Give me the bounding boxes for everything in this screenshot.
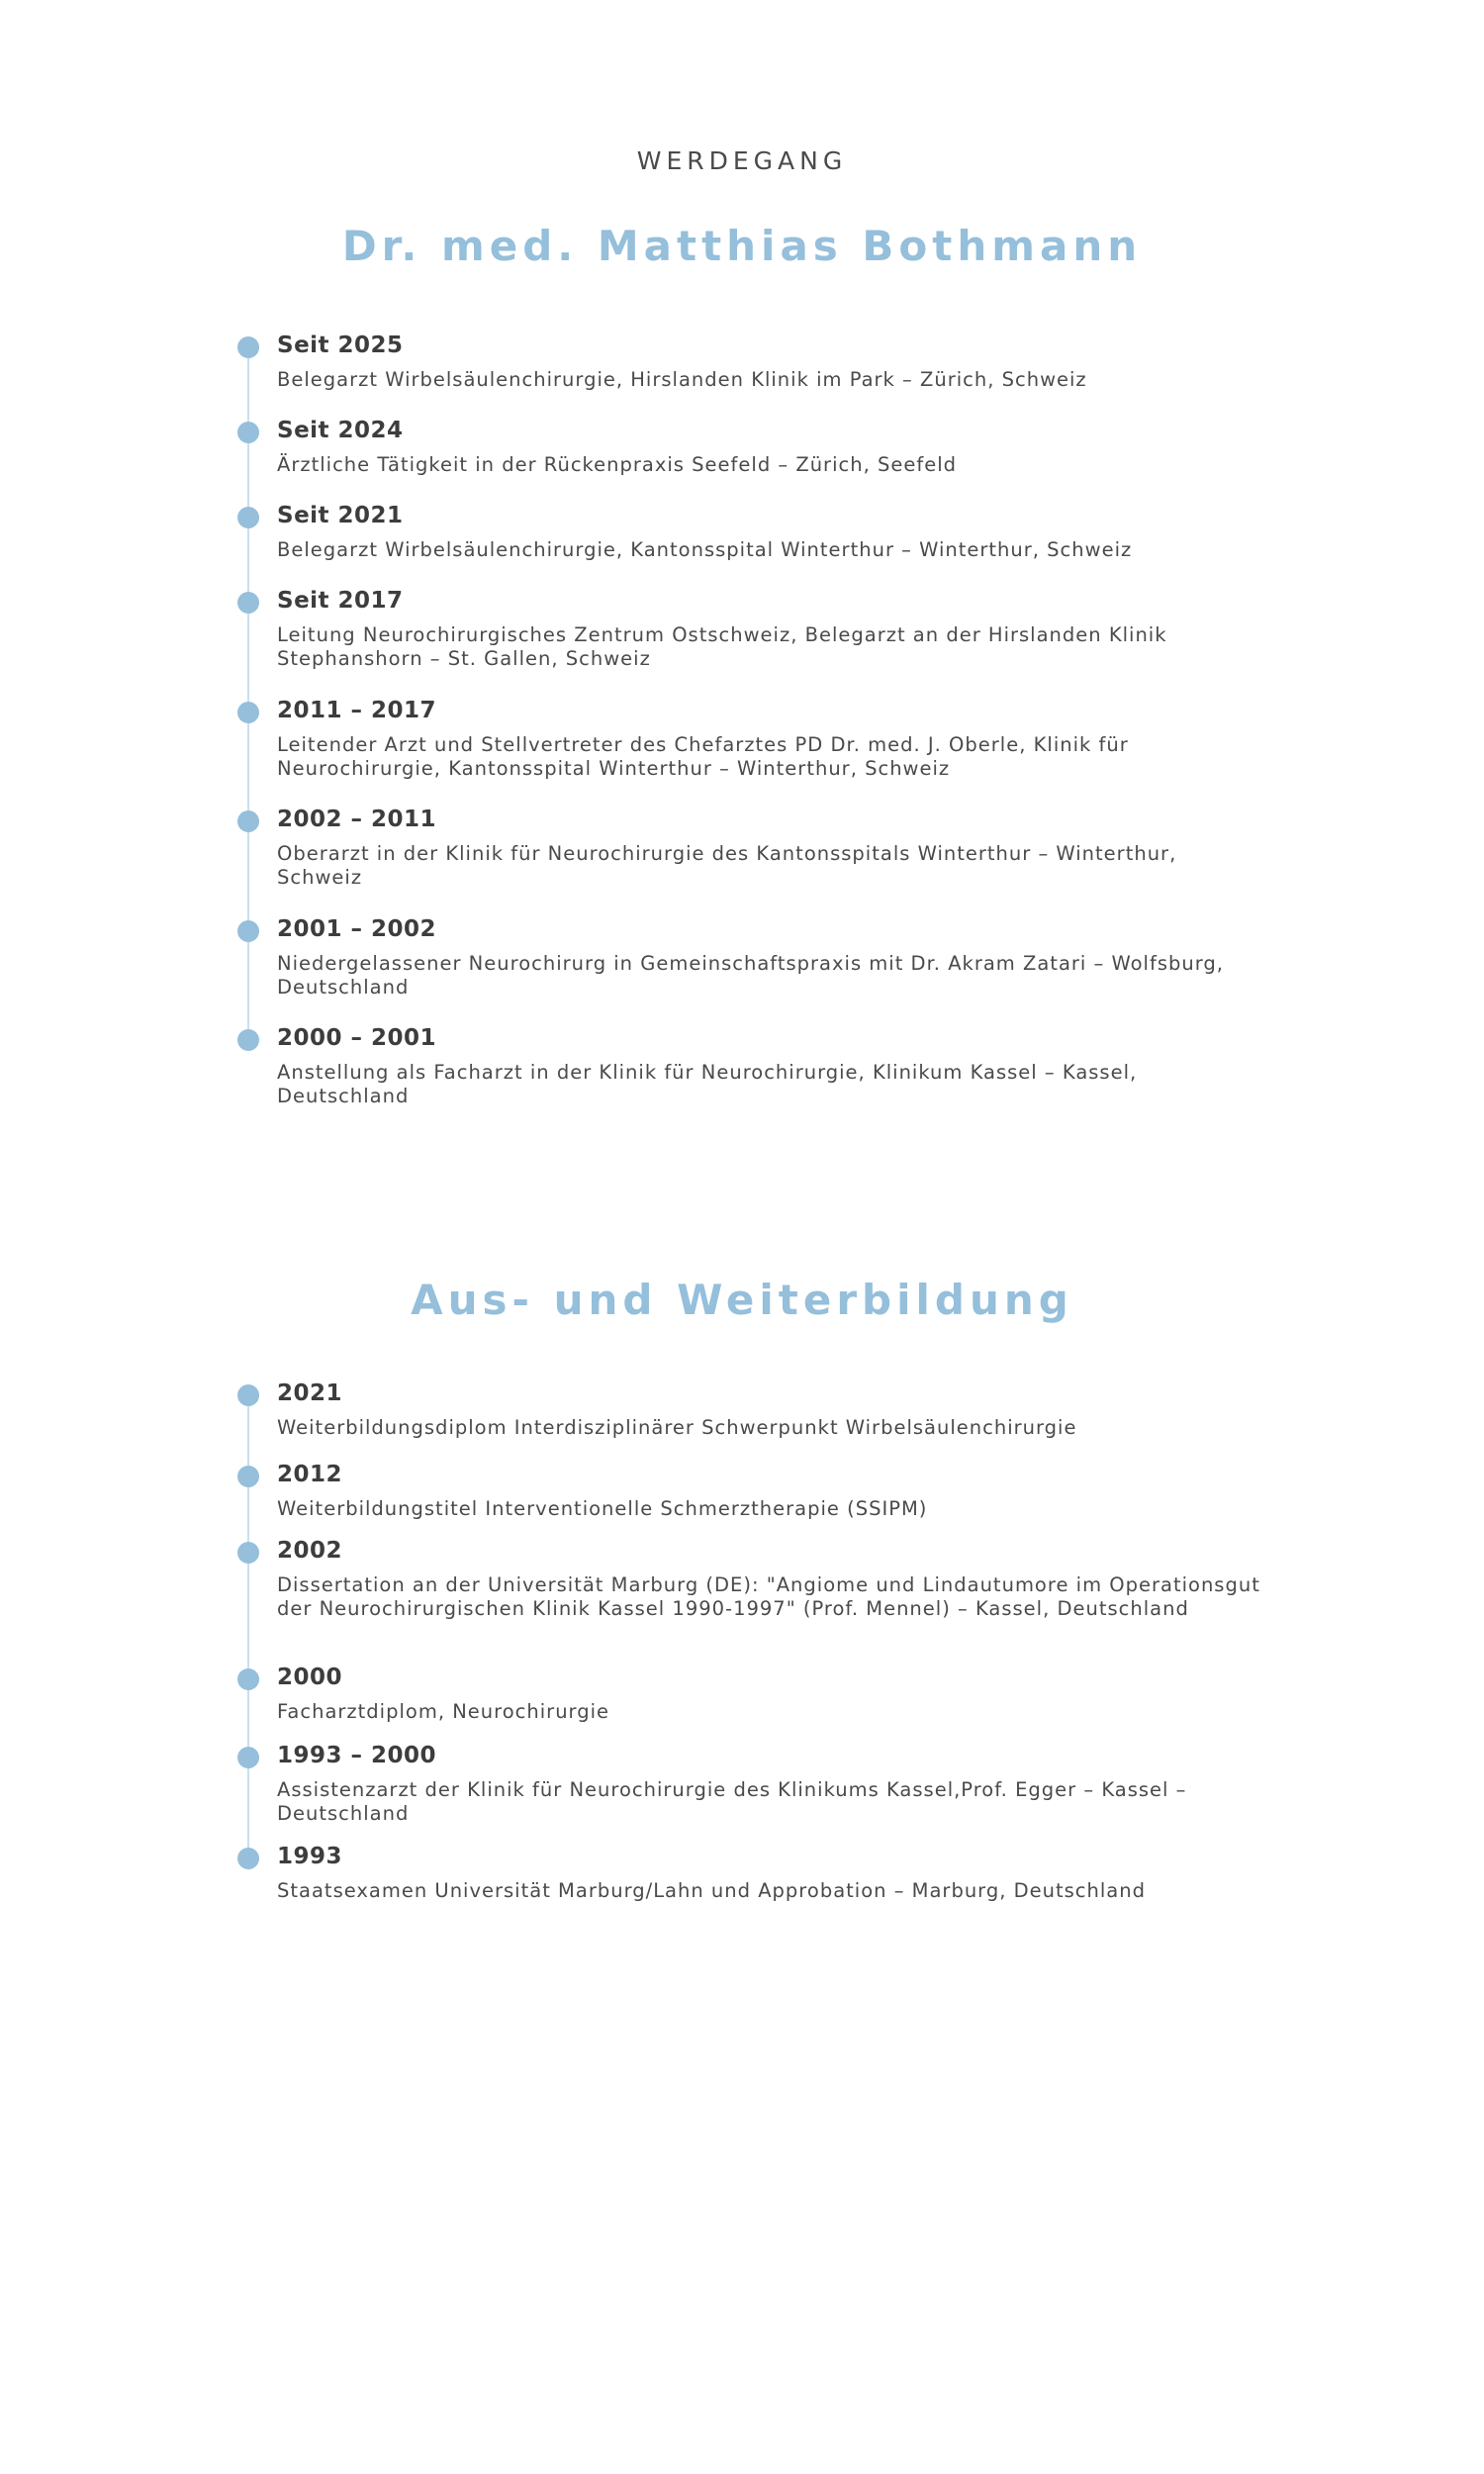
timeline-period: Seit 2024	[277, 418, 404, 443]
timeline-dot-icon	[237, 1747, 259, 1768]
education-section-title: Aus- und Weiterbildung	[411, 1276, 1073, 1324]
timeline-dot-icon	[237, 422, 259, 443]
timeline-dot-icon	[237, 507, 259, 528]
timeline-description: Weiterbildungsdiplom Interdisziplinärer Schwerpunkt Wirbelsäulenchirurgie	[277, 1416, 1077, 1439]
timeline-period: 2002 – 2011	[277, 807, 437, 832]
timeline-description: Belegarzt Wirbelsäulenchirurgie, Hirslanden Klinik im Park – Zürich, Schweiz	[277, 368, 1087, 391]
timeline-dot-icon	[237, 1384, 259, 1406]
timeline-period: 1993 – 2000	[277, 1743, 437, 1768]
timeline-description: Assistenzarzt der Klinik für Neurochirurgie des Klinikums Kassel,Prof. Egger – Kassel – Deutschland	[277, 1778, 1187, 1825]
timeline-dot-icon	[237, 1668, 259, 1690]
timeline-period: 2011 – 2017	[277, 698, 437, 723]
timeline-dot-icon	[237, 1466, 259, 1487]
timeline-period: Seit 2021	[277, 503, 404, 528]
timeline-description: Leitender Arzt und Stellvertreter des Chefarztes PD Dr. med. J. Oberle, Klinik für Neurochirurgie, Kantonsspital Winterthur – Winterthur, Schweiz	[277, 733, 1129, 780]
section-heading-werdegang: WERDEGANG	[636, 146, 848, 175]
timeline-period: 2002	[277, 1538, 343, 1564]
timeline-period: 2012	[277, 1462, 343, 1487]
timeline-period: 1993	[277, 1844, 343, 1869]
timeline-description: Facharztdiplom, Neurochirurgie	[277, 1700, 610, 1723]
timeline-dot-icon	[237, 1029, 259, 1051]
timeline-period: 2000	[277, 1665, 343, 1690]
timeline-description: Weiterbildungstitel Interventionelle Schmerztherapie (SSIPM)	[277, 1497, 928, 1520]
timeline-period: 2021	[277, 1380, 343, 1406]
timeline-description: Ärztliche Tätigkeit in der Rückenpraxis Seefeld – Zürich, Seefeld	[277, 453, 958, 476]
timeline-period: 2001 – 2002	[277, 916, 437, 942]
timeline-description: Dissertation an der Universität Marburg (DE): "Angiome und Lindautumore im Operationsgut der Neurochirurgischen Klinik Kassel 1990-1997" (Prof. Mennel) – Kassel, Deutschland	[277, 1573, 1260, 1620]
timeline-description: Belegarzt Wirbelsäulenchirurgie, Kantonsspital Winterthur – Winterthur, Schweiz	[277, 538, 1133, 561]
timeline-description: Leitung Neurochirurgisches Zentrum Ostschweiz, Belegarzt an der Hirslanden Klinik Stephanshorn – St. Gallen, Schweiz	[277, 623, 1167, 670]
timeline-dot-icon	[237, 1542, 259, 1564]
timeline-dot-icon	[237, 336, 259, 358]
timeline-period: 2000 – 2001	[277, 1025, 437, 1051]
timeline-dot-icon	[237, 592, 259, 614]
timeline-description: Anstellung als Facharzt in der Klinik für Neurochirurgie, Klinikum Kassel – Kassel, Deutschland	[277, 1061, 1138, 1107]
timeline-dot-icon	[237, 810, 259, 832]
timeline-dot-icon	[237, 702, 259, 723]
timeline-period: Seit 2025	[277, 333, 404, 358]
timeline-description: Oberarzt in der Klinik für Neurochirurgie des Kantonsspitals Winterthur – Winterthur, Schweiz	[277, 842, 1177, 889]
timeline-dot-icon	[237, 1848, 259, 1869]
timeline-description: Niedergelassener Neurochirurg in Gemeinschaftspraxis mit Dr. Akram Zatari – Wolfsburg, Deutschland	[277, 952, 1224, 999]
timeline-period: Seit 2017	[277, 588, 404, 614]
timeline-description: Staatsexamen Universität Marburg/Lahn und Approbation – Marburg, Deutschland	[277, 1879, 1146, 1902]
timeline-dot-icon	[237, 920, 259, 942]
doctor-name-title: Dr. med. Matthias Bothmann	[341, 222, 1143, 270]
